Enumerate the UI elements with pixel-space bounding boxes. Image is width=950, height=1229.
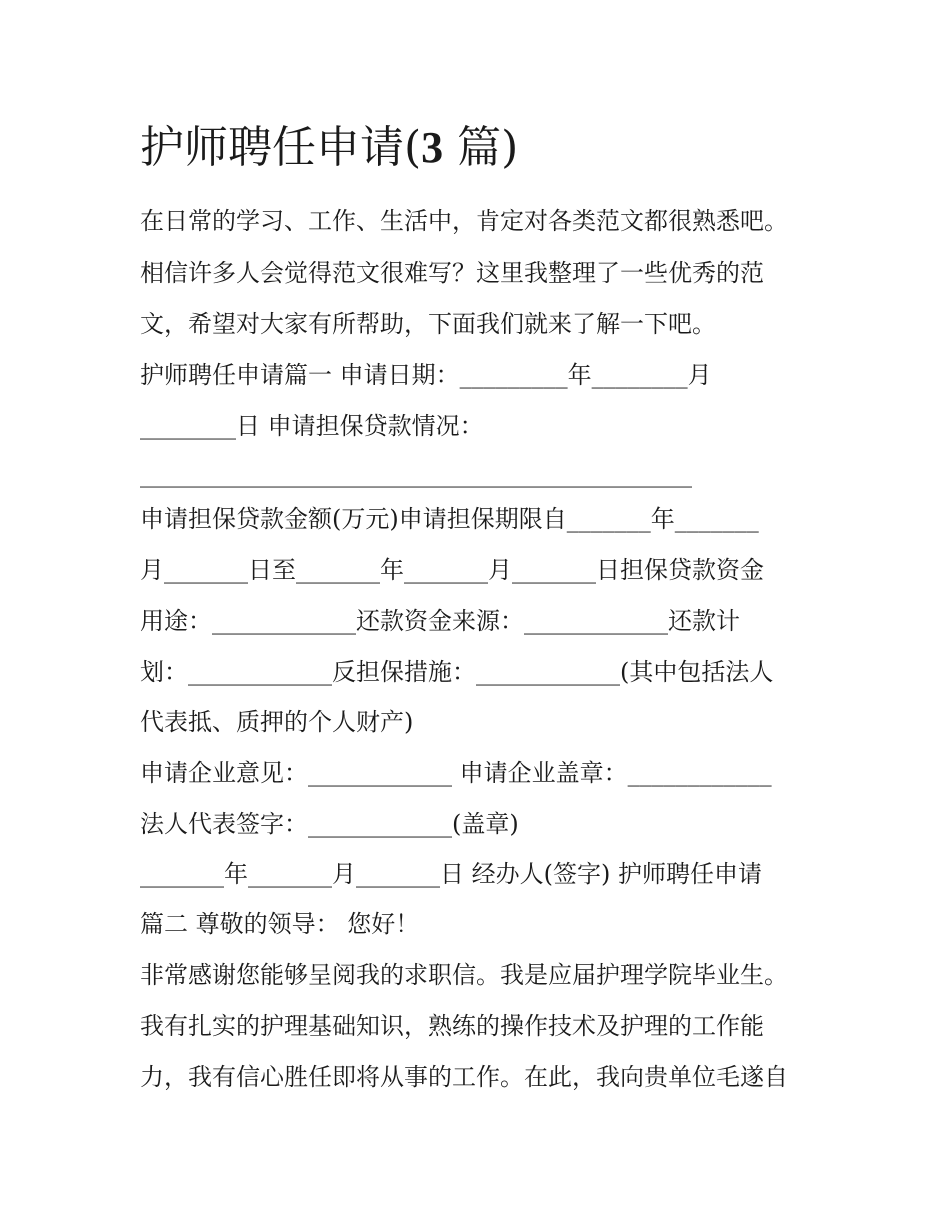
- body-line: 相信许多人会觉得范文很难写？这里我整理了一些优秀的范: [140, 259, 764, 287]
- title-number: 3: [421, 123, 444, 172]
- body-line: 护师聘任申请篇一 申请日期：_________年________月: [140, 361, 712, 389]
- title-prefix: 护师聘任申请(: [140, 122, 422, 173]
- body-line: 申请担保贷款金额(万元)申请担保期限自_______年_______: [140, 505, 759, 533]
- document-title: [140, 118, 518, 178]
- body-line: ______________________________________________: [140, 460, 692, 488]
- body-line: 月_______日至_______年_______月_______日担保贷款资金: [140, 556, 764, 584]
- body-line: 申请企业意见：____________ 申请企业盖章：____________: [140, 759, 772, 787]
- body-line: 我有扎实的护理基础知识，熟练的操作技术及护理的工作能: [140, 1012, 764, 1040]
- body-line: 代表抵、质押的个人财产): [140, 708, 414, 736]
- body-line: 力，我有信心胜任即将从事的工作。在此，我向贵单位毛遂自: [140, 1063, 788, 1091]
- body-line: 非常感谢您能够呈阅我的求职信。我是应届护理学院毕业生。: [140, 961, 788, 989]
- body-line: 在日常的学习、工作、生活中，肯定对各类范文都很熟悉吧。: [140, 207, 788, 235]
- body-line: 划：____________反担保措施：____________(其中包括法人: [140, 658, 774, 686]
- body-line: 法人代表签字：____________(盖章): [140, 810, 519, 838]
- body-line: 篇二 尊敬的领导： 您好！: [140, 910, 420, 938]
- body-line: ________日 申请担保贷款情况：: [140, 412, 484, 440]
- title-suffix: 篇): [443, 122, 519, 173]
- body-line: 用途：____________还款资金来源：____________还款计: [140, 607, 740, 635]
- body-line: _______年_______月_______日 经办人(签字) 护师聘任申请: [140, 860, 762, 888]
- body-line: 文，希望对大家有所帮助，下面我们就来了解一下吧。: [140, 310, 716, 338]
